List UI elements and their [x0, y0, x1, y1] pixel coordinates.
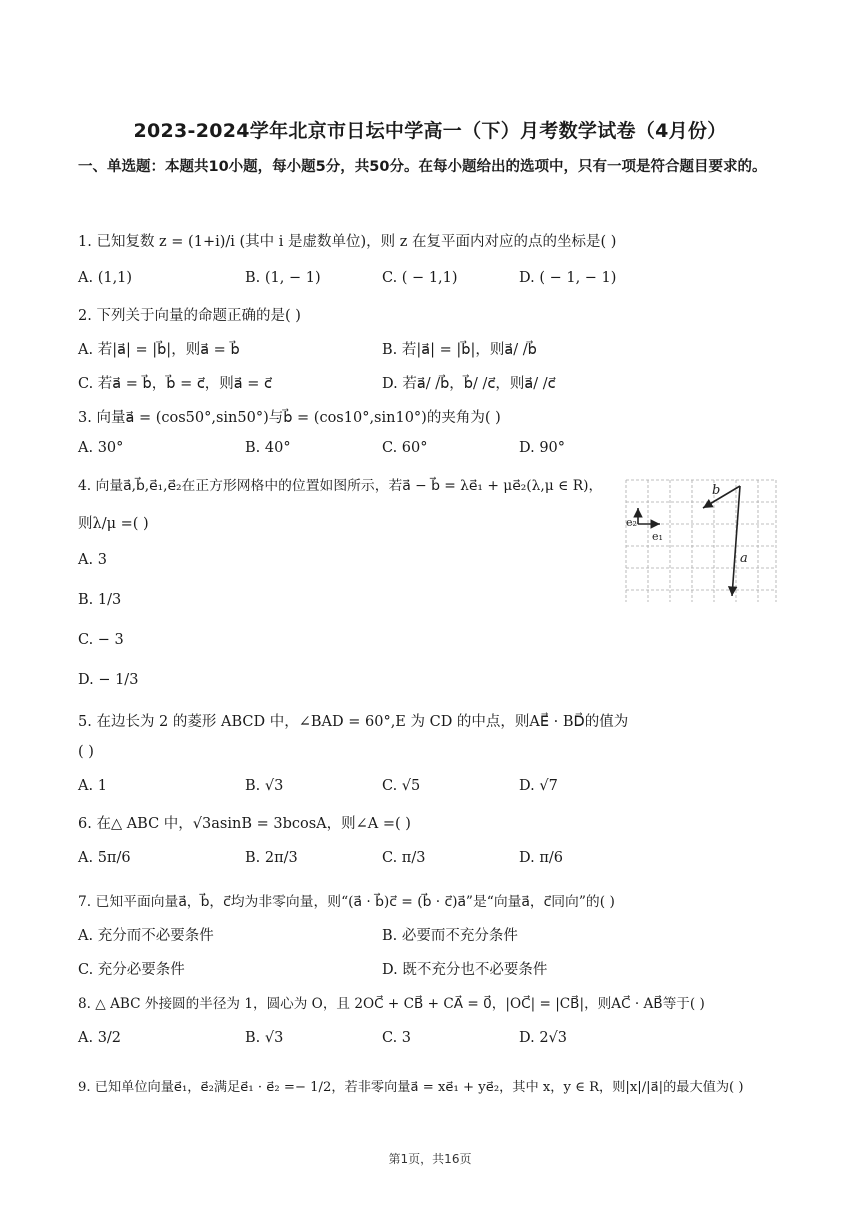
question-5-stem-line1: 5. 在边长为 2 的菱形 ABCD 中，∠BAD = 60°,E 为 CD 的中点，则AE⃗ · BD⃗的值为: [78, 714, 629, 730]
section-heading: 一、单选题：本题共10小题，每小题5分，共50分。在每小题给出的选项中，只有一项是符合题目要求的。: [78, 159, 767, 175]
question-2-options-row1: [78, 338, 778, 362]
option-d[interactable]: D. ( − 1, − 1): [519, 270, 617, 286]
b-label: b: [712, 483, 721, 498]
question-7-stem: 7. 已知平面向量a⃗，b⃗，c⃗均为非零向量，则“(a⃗ · b⃗)c⃗ = (b⃗ · c⃗)a⃗”是“向量a⃗，c⃗同向”的( ): [78, 894, 615, 910]
option-c[interactable]: C. π/3: [382, 850, 426, 866]
question-6-stem: 6. 在△ ABC 中，√3asinB = 3bcosA，则∠A =( ): [78, 816, 411, 832]
question-5-options: [78, 778, 778, 802]
e2-label: e₂: [626, 516, 637, 529]
a-label: a: [740, 551, 748, 566]
page-number: 第1页，共16页: [388, 1152, 472, 1166]
e1-label: e₁: [652, 530, 663, 543]
question-7-options-row2: [78, 958, 778, 982]
option-d[interactable]: D. − 1/3: [78, 672, 139, 688]
option-d[interactable]: D. 90°: [519, 440, 566, 456]
option-b[interactable]: B. 2π/3: [245, 850, 298, 866]
vector-grid-figure: [622, 470, 780, 606]
option-c[interactable]: C. 3: [382, 1030, 412, 1046]
option-b[interactable]: B. 40°: [245, 440, 291, 456]
option-a[interactable]: A. 若|a⃗| = |b⃗|，则a⃗ = b⃗: [78, 342, 240, 358]
option-a[interactable]: A. 充分而不必要条件: [78, 928, 214, 944]
question-3-options: [78, 440, 778, 464]
question-3-stem: 3. 向量a⃗ = (cos50°,sin50°)与b⃗ = (cos10°,sin10°)的夹角为( ): [78, 410, 501, 426]
option-a[interactable]: A. 3/2: [78, 1030, 122, 1046]
question-4-stem-line1: 4. 向量a⃗,b⃗,e⃗₁,e⃗₂在正方形网格中的位置如图所示，若a⃗ − b⃗ = λe⃗₁ + μe⃗₂(λ,μ ∈ R)，: [78, 478, 603, 494]
option-b[interactable]: B. √3: [245, 778, 284, 794]
question-9-stem: 9. 已知单位向量e⃗₁，e⃗₂满足e⃗₁ · e⃗₂ =− 1/2，若非零向量a⃗ = xe⃗₁ + ye⃗₂，其中 x，y ∈ R，则|x|/|a⃗|的最大值为( ): [78, 1080, 744, 1095]
option-d[interactable]: D. 2√3: [519, 1030, 568, 1046]
option-b[interactable]: B. 必要而不充分条件: [382, 928, 518, 944]
question-7-options-row1: [78, 924, 778, 948]
question-8-stem: 8. △ ABC 外接圆的半径为 1，圆心为 O，且 2OC⃗ + CB⃗ + CA⃗ = 0⃗，|OC⃗| = |CB⃗|，则AC⃗ · AB⃗等于( ): [78, 996, 705, 1012]
option-c[interactable]: C. ( − 1,1): [382, 270, 458, 286]
exam-title: 2023-2024学年北京市日坛中学高一（下）月考数学试卷（4月份）: [133, 120, 727, 142]
option-c[interactable]: C. − 3: [78, 632, 124, 648]
option-b[interactable]: B. 若|a⃗| = |b⃗|，则a⃗/ /b⃗: [382, 342, 537, 358]
option-a[interactable]: A. 3: [78, 552, 107, 568]
option-c[interactable]: C. 若a⃗ = b⃗，b⃗ = c⃗，则a⃗ = c⃗: [78, 376, 273, 392]
option-d[interactable]: D. π/6: [519, 850, 563, 866]
option-d[interactable]: D. 若a⃗/ /b⃗，b⃗/ /c⃗，则a⃗/ /c⃗: [382, 376, 556, 392]
option-c[interactable]: C. 充分必要条件: [78, 962, 185, 978]
option-b[interactable]: B. (1, − 1): [245, 270, 321, 286]
question-8-options: [78, 1030, 778, 1054]
option-c[interactable]: C. 60°: [382, 440, 428, 456]
question-1-options: [78, 270, 778, 294]
grid-lines: [626, 480, 776, 602]
question-4-stem-line2: 则λ/μ =( ): [78, 516, 149, 532]
question-1-stem: 1. 已知复数 z = (1+i)/i (其中 i 是虚数单位)，则 z 在复平面内对应的点的坐标是( ): [78, 234, 617, 250]
option-d[interactable]: D. 既不充分也不必要条件: [382, 962, 548, 978]
option-a[interactable]: A. (1,1): [78, 270, 133, 286]
option-a[interactable]: A. 5π/6: [78, 850, 131, 866]
b-vector: [703, 486, 740, 508]
question-2-stem: 2. 下列关于向量的命题正确的是( ): [78, 308, 301, 324]
question-2-options-row2: [78, 372, 778, 396]
option-b[interactable]: B. 1/3: [78, 592, 122, 608]
option-a[interactable]: A. 1: [78, 778, 107, 794]
vector-grid-diagram: [622, 470, 780, 606]
question-5-stem-line2: ( ): [78, 744, 94, 760]
option-c[interactable]: C. √5: [382, 778, 421, 794]
option-a[interactable]: A. 30°: [78, 440, 124, 456]
option-d[interactable]: D. √7: [519, 778, 558, 794]
option-b[interactable]: B. √3: [245, 1030, 284, 1046]
question-6-options: [78, 850, 778, 874]
